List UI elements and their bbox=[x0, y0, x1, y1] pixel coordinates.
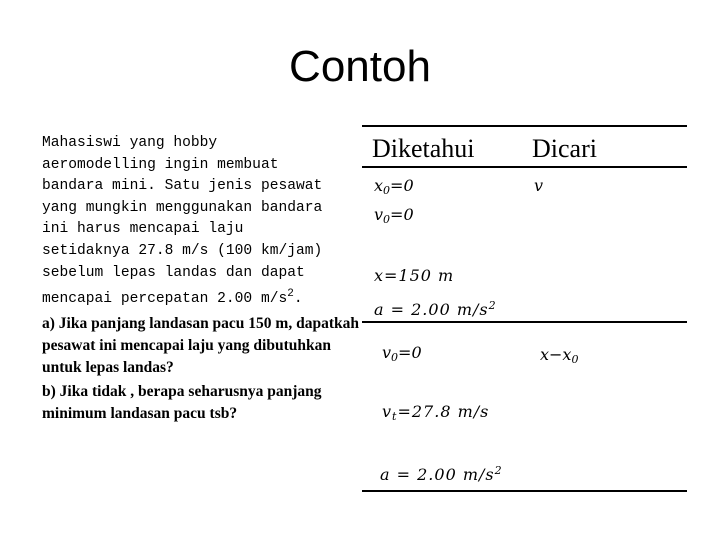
problem-line-7: sebelum lepas landas dan dapat bbox=[42, 264, 305, 281]
known-a-a: a = 2.00 $m/s^2$ bbox=[374, 299, 497, 319]
table-bottom-rule bbox=[362, 490, 687, 492]
problem-line-1: Mahasiswi yang hobby bbox=[42, 135, 218, 151]
problem-line-8: mencapai percepatan 2.00 $m/s^2$. bbox=[42, 288, 303, 308]
question-a: a) Jika panjang landasan pacu 150 m, dapatkah pesawat ini mencapai laju yang dibutuhkan untuk lepas landas? bbox=[42, 314, 359, 376]
problem-line-4: yang mungkin menggunakan bandara bbox=[42, 199, 323, 216]
known-b-vt: $v_t=27.8$ m/s bbox=[382, 402, 490, 423]
known-b-a: a = 2.00 $m/s^2$ bbox=[380, 464, 503, 484]
slide-title: Contoh bbox=[289, 42, 431, 91]
problem-line-2: aeromodelling ingin membuat bbox=[42, 156, 279, 173]
header-sought: Dicari bbox=[532, 134, 597, 163]
known-b-v0: $v_0=0$ bbox=[382, 343, 422, 364]
problem-line-6: setidaknya 27.8 m/s (100 km/jam) bbox=[42, 242, 323, 259]
known-a-x: x=150 m bbox=[374, 266, 455, 285]
table-header-rule bbox=[362, 166, 687, 168]
question-b: b) Jika tidak , berapa seharusnya panjang minimum landasan pacu tsb? bbox=[42, 382, 322, 422]
known-a-x0: $x_0=0$ bbox=[374, 176, 414, 197]
sought-a-v: v bbox=[534, 176, 544, 195]
header-known: Diketahui bbox=[372, 134, 475, 163]
problem-line-5: ini harus mencapai laju bbox=[42, 221, 244, 238]
table-top-rule bbox=[362, 125, 687, 127]
table-mid-rule bbox=[362, 321, 687, 323]
problem-statement bbox=[42, 133, 362, 425]
sought-b-displacement: $x-x_0$ bbox=[540, 345, 579, 366]
known-a-v0: $v_0=0$ bbox=[374, 205, 414, 226]
problem-line-3: bandara mini. Satu jenis pesawat bbox=[42, 178, 323, 195]
